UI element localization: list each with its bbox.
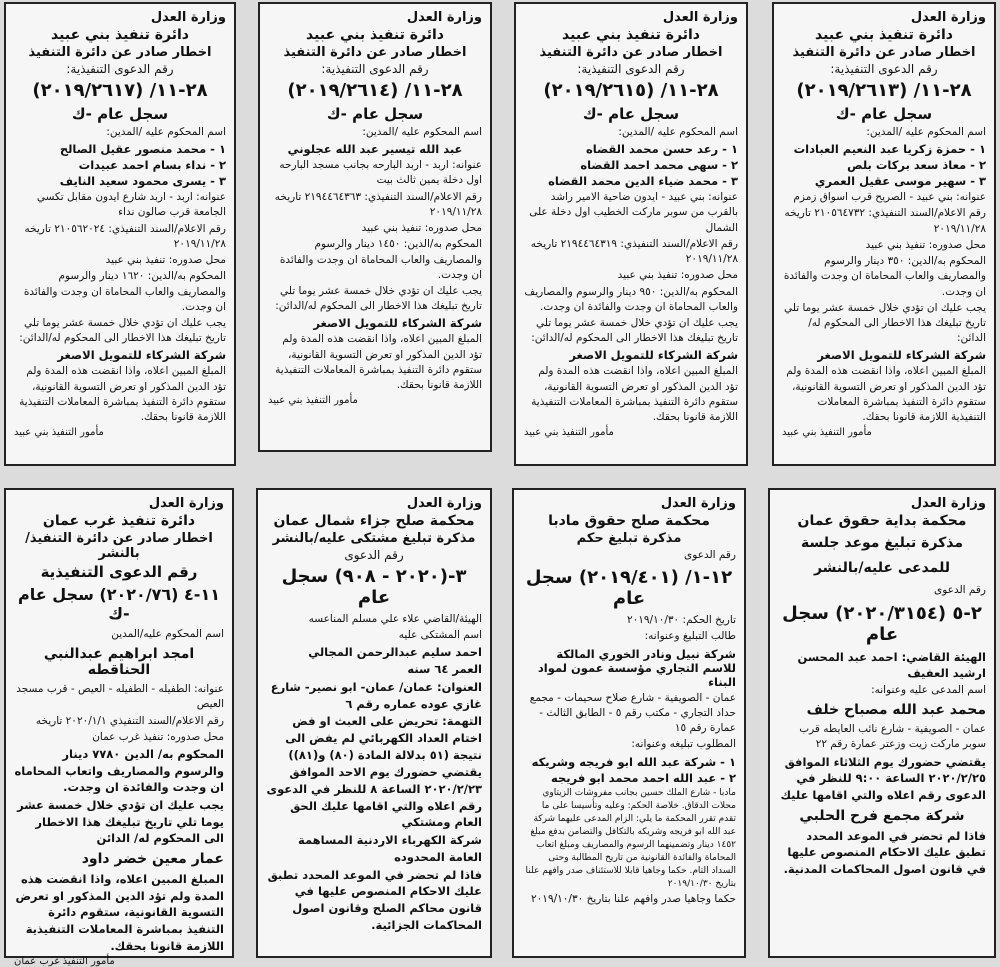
debtor-label: اسم المحكوم عليه /المدين: [866, 126, 986, 138]
case-label: رقم الدعوى [934, 584, 986, 597]
case-label: رقم الدعوى التنفيذية: [66, 62, 174, 76]
signature: مأمور التنفيذ بني عبيد [14, 427, 104, 439]
register-type: سجل عام -ك [835, 105, 933, 123]
amount: المحكوم به/ الدين ٧٧٨٠ دينار والرسوم والمصاريف واتعاب المحاماه ان وجدت والفائدة ان وجدت. [14, 747, 224, 795]
address: عنوانه: بني عبيد - ايدون ضاحية الامير راشد بالقرب من سوبر ماركت الخطيب اول دخلة على الشمال [529, 191, 738, 234]
department-name: دائرة تنفيذ بني عبيد [815, 27, 953, 43]
notice-title: اخطار صادر عن دائرة التنفيذ [283, 45, 467, 60]
ministry-name: وزارة العدل [150, 10, 226, 25]
department-name: دائرة تنفيذ بني عبيد [51, 27, 189, 43]
case-label: رقم الدعوى التنفيذية: [321, 62, 429, 76]
notice-body: يقتضي حضورك يوم الثلاثاء الموافق ٢٠٢٠/٢/٢٥ الساعة ٩:٠٠ للنظر في الدعوى رقم اعلاه والتي اقامها عليك [780, 754, 986, 802]
notice-title: اخطار صادر عن دائرة التنفيذ [28, 45, 212, 60]
warning: يجب عليك ان تؤدي خلال خمسة عشر يوما تلي تاريخ تبليغك هذا الاخطار الى المحكوم له/الدائن: [531, 316, 738, 345]
notified-label: المطلوب تبليغه وعنوانه: [631, 738, 736, 751]
case-label: رقم الدعوى التنفيذية: [577, 62, 685, 76]
ministry-name: وزارة العدل [662, 10, 738, 25]
media-number: رقم الاعلام/السند التنفيذي: ٢١٠٥٦٢٠٢٤ تاريخه ٢٠١٩/١١/٢٨ [24, 222, 226, 250]
ministry-name: وزارة العدل [910, 10, 986, 25]
notice-card-7 [256, 488, 492, 958]
media-number: رقم الاعلام/السند التنفيذي ٢٠٢٠/١/١ تاريخه [35, 714, 224, 727]
media-number: رقم الاعلام/السند التنفيذي: ٢١٠٥٦٤٧٣٢ تاريخه ٢٠١٩/١١/٢٨ [784, 207, 986, 235]
footer-text: حكما وجاهيا صدر وافهم علنا بتاريخ ٢٠١٩/١٠/٣٠ [531, 892, 736, 905]
notice-card-3 [258, 2, 492, 452]
case-number: ٢٨-١١/ (٢٠١٩/٢٦١٣) [796, 80, 972, 101]
notice-card-5 [768, 488, 996, 958]
creditor: شركة الشركاء للتمويل الاصغر [313, 316, 482, 331]
defendant-name: محمد عبد الله مصباح خلف [806, 702, 986, 719]
case-label: رقم الدعوى [684, 549, 736, 561]
address: عمان - الصويفية - شارع نائب العايطه قرب سوبر ماركت زيت وزعتر عمارة رقم ٢٢ [799, 723, 986, 751]
judgment-date: تاريخ الحكم: ٢٠١٩/١٠/٣٠ [627, 614, 736, 627]
court-name: محكمة بداية حقوق عمان [797, 513, 967, 529]
notice-title: مذكرة تبليغ مشتكى عليه/بالنشر [272, 531, 476, 546]
notice-card-6 [512, 488, 746, 958]
closing: المبلغ المبين اعلاه، واذا انقضت هذه المدة ولم تؤد الدين المذكور او تعرض التسوية القانونية، ستقوم دائرة التنفيذ بمباشرة المعاملات التنفيذية اللازمة قانونا بحقك. [786, 365, 986, 424]
issuer: محل صدوره: تنفيذ بني عبيد [617, 269, 738, 282]
case-number: ٢٨-١١/ (٢٠١٩/٢٦١٤) [287, 80, 463, 101]
notice-title: مذكرة تبليغ موعد جلسة للمدعى عليه/بالنشر [800, 535, 964, 577]
court-name: محكمة صلح حقوق مادبا [548, 513, 710, 529]
notice-card-8 [4, 488, 234, 967]
notified-2: ٢ - عبد الله احمد محمد ابو فريجه [550, 770, 736, 785]
accused-label: اسم المشتكى عليه [398, 629, 482, 642]
register-type: سجل عام -ك [71, 105, 169, 123]
case-number: ٢٨-١١/ (٢٠١٩/٢٦١٥) [543, 80, 719, 101]
case-number: ١١-٤ (٢٠٢٠/٧٦) سجل عام -ك [18, 585, 220, 623]
address: عنوانه: اربد - اربد شارع ايدون مقابل تكسي الجامعة قرب صالون نداء [36, 191, 226, 219]
creditor: عمار معين خضر داود [81, 851, 224, 868]
issuer: محل صدوره: تنفيذ بني عبيد [361, 222, 482, 235]
party-3: ٣ - سهير موسى عقيل العمري [814, 174, 986, 189]
signature: مأمور التنفيذ بني عبيد [524, 427, 614, 439]
judgment-body: مادبا - شارع الملك حسين بجانب مفروشات الزيتاوي محلات الدقاق. خلاصة الحكم: وعليه وتأسيسا على ما تقدم تقرر المحكمة ما يلي: الزام المدعى عليهما شركة عبد الله ابو فريجه وشريكه بالتكافل والتضامن بدفع مبلغ ١٤٥٢ دينار وتضمينهما الرسوم والمصاريف ومبلغ اتعاب المحاماة والفائدة القانونية من تاريخ المطالبة وحتى السداد التام. حكما وجاهيا قابلا للاستئناف صدر وافهم علنا بتاريخ ٢٠١٩/١٠/٣٠ [525, 787, 736, 889]
applicant-address: عمان - الصويفية - شارع صلاح سحيمات - مجمع حداد التجاري - مكتب رقم ٥ - الطابق الثالث - عمارة رقم ١٥ [529, 691, 736, 735]
defendant-label: اسم المدعى عليه وعنوانه: [871, 683, 986, 696]
register-type: سجل عام -ك [582, 105, 680, 123]
creditor: شركة الشركاء للتمويل الاصغر [57, 348, 226, 363]
judge: الهيئة القاضي: احمد عبد المحسن ارشيد العفيف [797, 649, 986, 681]
address: العنوان: عمان/ عمان- ابو نصير- شارع غازي عوده عماره رقم ٦ [270, 680, 482, 711]
case-number: ١٢-١/ (٢٠١٩/٤٠١) سجل عام [525, 567, 733, 610]
case-number: ٣-(٢٠٢٠ - ٩٠٨) سجل عام [281, 566, 467, 608]
issuer: محل صدوره: تنفيذ بني عبيد [865, 238, 986, 251]
closing: فاذا لم تحضر في الموعد المحدد تطبق عليك الاحكام المنصوص عليها في قانون اصول المحاكمات المدنية. [783, 828, 986, 876]
address: عنوانه: بني عبيد - الصريح قرب اسواق زمزم [793, 191, 986, 204]
register-type: سجل عام -ك [326, 105, 424, 123]
party-2: ٢ - معاذ سعد بركات بلص [847, 158, 986, 173]
accused-name: احمد سليم عبدالرحمن المجالي [308, 645, 482, 660]
ministry-name: وزارة العدل [406, 10, 482, 25]
party-2: ٢ - سهى محمد احمد القضاه [580, 158, 738, 173]
media-number: رقم الاعلام/السند التنفيذي: ٢١٩٤٤٦٤٣٦٣ تاريخه ٢٠١٩/١١/٢٨ [274, 190, 482, 218]
accused-age: العمر ٦٤ سنه [407, 662, 482, 677]
case-number: ٢-٥ (٢٠٢٠/٣١٥٤) سجل عام [782, 602, 982, 645]
plaintiff: شركة مجمع فرح الحلبي [799, 807, 965, 824]
charge: التهمة: تحريض على العبث او فض اختام العداد الكهربائي لم يفض الى نتيجة (٥١ بدلالة المادة (٨٠) و(٨١)) [285, 714, 482, 762]
department-name: دائرة تنفيذ بني عبيد [306, 27, 444, 43]
warning: يجب عليك ان تؤدي خلال خمسة عشر يوما تلي تاريخ تبليغك هذا الاخطار الى المحكوم له/الدائن: [783, 301, 986, 345]
department-name: دائرة تنفيذ بني عبيد [562, 27, 700, 43]
applicant-label: طالب التبليغ وعنوانه: [644, 630, 736, 643]
closing: فاذا لم تحضر في الموعد المحدد تطبق عليك الاحكام المنصوص عليها في قانون محاكم الصلح وقانون اصول المحاكمات الجزائية. [267, 867, 482, 932]
notice-title: اخطار صادر عن دائرة التنفيذ [792, 45, 976, 60]
amount: المحكوم به/الدين: ٩٥٠ دينار والرسوم والمصاريف والعاب المحاماة ان وجدت والفائدة ان وجدت. [524, 285, 738, 313]
media-number: رقم الاعلام/السند التنفيذي: ٢١٩٤٤٦٤٣١٩ تاريخه ٢٠١٩/١١/٢٨ [530, 237, 738, 266]
amount: المحكوم به/الدين: ١٤٥٠ دينار والرسوم والمصاريف والعاب المحاماة ان وجدت والفائدة ان وجدت. [279, 238, 482, 281]
party-1: ١ - محمد منصور عقيل الصالح [59, 142, 226, 157]
address: عنوانه: اربد - اربد البارحه بجانب مسجد البارحه اول دخلة يمين ثالث بيت [279, 159, 482, 187]
debtor-name: امجد ابراهيم عبدالنبي الحناقطه [43, 646, 195, 679]
notice-card-1 [772, 2, 996, 466]
creditor: شركة الشركاء للتمويل الاصغر [817, 348, 986, 363]
address: عنوانه: الطفيله - الطفيله - العيص - قرب مسجد العيص [16, 683, 224, 711]
closing: المبلغ المبين اعلاه، واذا انقضت هذه المدة ولم تؤد الدين المذكور او تعرض التسوية القانونية، ستقوم دائرة التنفيذ بمباشرة المعاملات التنفيذية اللازمة قانونا بحقك. [275, 333, 482, 392]
department-name: دائرة تنفيذ غرب عمان [42, 513, 196, 529]
case-number: ٢٨-١١/ (٢٠١٩/٢٦١٧) [32, 80, 208, 101]
notice-card-2 [514, 2, 748, 466]
signature: مأمور التنفيذ بني عبيد [268, 395, 358, 407]
judge: الهيئة/القاضي علاء علي مسلم المناعسه [308, 613, 482, 625]
party-1: عبد الله تيسير عبد الله عجلوني [287, 142, 463, 157]
notice-card-4 [4, 2, 236, 466]
notice-title: اخطار صادر عن دائرة التنفيذ/بالنشر [25, 531, 213, 561]
signature: مأمور التنفيذ بني عبيد [782, 427, 872, 439]
party-1: ١ - حمزة زكريا عبد النعيم العبادات [793, 142, 986, 157]
closing: المبلغ المبين اعلاه، واذا انقضت هذه المدة ولم تؤد الدين المذكور او تعرض التسوية القانونية، ستقوم دائرة التنفيذ بمباشرة المعاملات التنفيذية اللازمة قانونا بحقك. [15, 872, 224, 953]
issuer: محل صدوره: تنفيذ غرب عمان [92, 730, 224, 743]
notified-1: ١ - شركة عبد الله ابو فريجه وشريكه [531, 754, 736, 769]
party-2: ٢ - نداء بسام احمد عبيدات [78, 158, 226, 173]
closing: المبلغ المبين اعلاه، واذا انقضت هذه المدة ولم تؤد الدين المذكور او تعرض التسوية القانونية، ستقوم دائرة التنفيذ بمباشرة المعاملات التنفيذية اللازمة قانونا بحقك. [19, 365, 226, 424]
court-name: محكمة صلح جزاء شمال عمان [273, 513, 475, 529]
case-label: رقم الدعوى التنفيذية [40, 563, 198, 581]
complainant: شركة الكهرباء الاردنية المساهمة العامة المحدوده [297, 833, 482, 864]
notice-title: اخطار صادر عن دائرة التنفيذ [539, 45, 723, 60]
ministry-name: وزارة العدل [910, 496, 986, 511]
warning: يجب عليك ان تؤدي خلال خمسة عشر يوما تلي تاريخ تبليغك هذا الاخطار الى المحكوم له/ الدائن [17, 798, 224, 846]
debtor-label: اسم المحكوم عليه /المدين: [106, 126, 226, 138]
ministry-name: وزارة العدل [406, 496, 482, 511]
case-label: رقم الدعوى [344, 548, 404, 562]
notice-title: مذكرة تبليغ حكم [576, 531, 682, 546]
party-1: ١ - رعد حسن محمد القضاه [585, 142, 738, 157]
debtor-label: اسم المحكوم عليه /المدين: [618, 126, 738, 138]
closing: المبلغ المبين اعلاه، واذا انقضت هذه المدة ولم تؤد الدين المذكور او تعرض التسوية القانونية، ستقوم دائرة التنفيذ بمباشرة المعاملات التنفيذية اللازمة قانونا بحقك. [531, 365, 738, 424]
creditor: شركة الشركاء للتمويل الاصغر [569, 348, 738, 363]
issuer: محل صدوره: تنفيذ بني عبيد [105, 254, 226, 267]
applicant-name: شركة نبيل ونادر الخوري المالكة للاسم التجاري مؤسسة عمون لمواد البناء [537, 646, 736, 689]
debtor-label: اسم المحكوم عليه /المدين: [362, 126, 482, 138]
ministry-name: وزارة العدل [660, 496, 736, 511]
ministry-name: وزارة العدل [148, 496, 224, 511]
warning: يجب عليك ان تؤدي خلال خمسة عشر يوما تلي تاريخ تبليغك هذا الاخطار الى المحكوم له/الدائن: [275, 284, 482, 313]
party-3: ٣ - يسرى محمود سعيد النايف [59, 174, 226, 189]
case-label: رقم الدعوى التنفيذية: [830, 62, 938, 76]
notice-body: يقتضي حضورك يوم الاحد الموافق ٢٠٢٠/٢/٢٣ الساعة ٨ للنظر في الدعوى رقم اعلاه والتي اقامها عليك الحق العام ومشتكي [266, 765, 482, 830]
warning: يجب عليك ان تؤدي خلال خمسة عشر يوما تلي تاريخ تبليغك هذا الاخطار الى المحكوم له/الدائن: [19, 316, 226, 345]
party-3: ٣ - محمد ضياء الدين محمد القضاه [548, 174, 738, 189]
amount: المحكوم به/الدين: ١٦٢٠ دينار والرسوم والمصاريف والعاب المحاماة ان وجدت والفائدة ان وجدت. [23, 270, 226, 313]
signature: مأمور التنفيذ غرب عمان [14, 956, 115, 967]
amount: المحكوم به/الدين: ٣٥٠ دينار والرسوم والمصاريف والعاب المحاماة ان وجدت والفائدة ان وجدت. [783, 255, 986, 298]
debtor-label: اسم المحكوم عليه/المدين [111, 628, 224, 640]
